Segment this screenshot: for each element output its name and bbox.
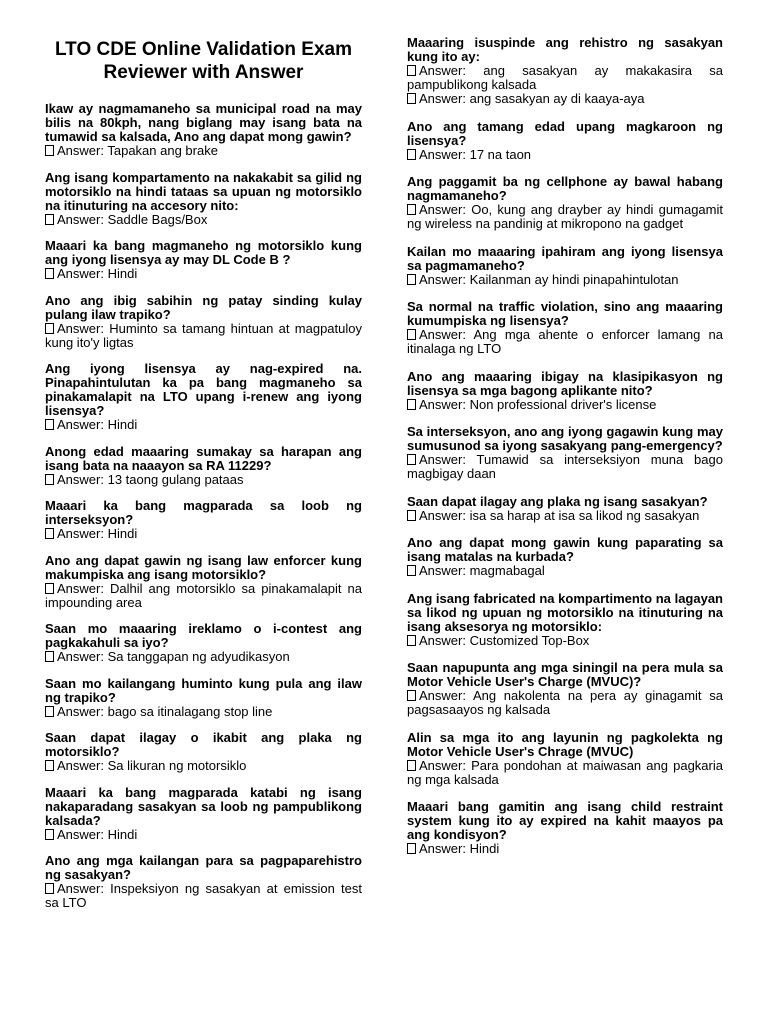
answer-text: Oo, kung ang drayber ay hindi gumagamit ng wireless na pandinig at mikropono na gadget	[407, 202, 723, 231]
qa-item	[407, 425, 723, 481]
qa-item	[45, 239, 362, 281]
question-text: Sa normal na traffic violation, sino ang maaaring kumumpiska ng lisensya?	[407, 299, 723, 328]
answer-prefix: Answer:	[57, 471, 104, 487]
qa-item	[407, 536, 723, 578]
checkbox-glyph-icon	[407, 760, 416, 771]
checkbox-glyph-icon	[45, 829, 54, 840]
answer-line	[407, 328, 723, 356]
answer-text: Sa tanggapan ng adyudikasyon	[107, 649, 290, 664]
qa-item	[407, 120, 723, 162]
answer-text: Hindi	[469, 841, 500, 856]
checkbox-glyph-icon	[407, 635, 416, 646]
question-text: Ano ang maaaring ibigay na klasipikasyon ng lisensya sa mga bagong aplikante nito?	[407, 368, 723, 398]
answer-line	[45, 759, 362, 773]
checkbox-glyph-icon	[407, 204, 416, 215]
checkbox-glyph-icon	[407, 93, 416, 104]
answer-prefix: Answer:	[57, 881, 104, 896]
qa-item	[45, 445, 362, 487]
answer-line	[407, 634, 723, 648]
answer-text: Huminto sa tamang hintuan at magpatuloy kung ito'y ligtas	[45, 320, 362, 350]
qa-item	[407, 175, 723, 231]
checkbox-glyph-icon	[45, 474, 54, 485]
answer-line	[45, 527, 362, 541]
answer-text: Ang mga ahente o enforcer lamang na itinalaga ng LTO	[407, 327, 723, 356]
answer-text: Dalhil ang motorsiklo sa pinakamalapit na impounding area	[45, 580, 362, 610]
question-text: Ang iyong lisensya ay nag-expired na. Pinapahintulutan ka pa bang magmaneho sa pinakamalapit na LTO upang i-renew ang iyong lisensya?	[45, 361, 362, 418]
qa-item	[45, 786, 362, 842]
page-title: LTO CDE Online Validation Exam Reviewer with Answer	[54, 39, 353, 83]
qa-item	[407, 370, 723, 412]
answer-line	[407, 203, 723, 231]
answer-text: Inspeksiyon ng sasakyan at emission test sa LTO	[45, 881, 362, 910]
answer-line	[45, 418, 362, 432]
answer-prefix: Answer:	[419, 396, 466, 412]
qa-item	[45, 362, 362, 432]
question-text: Kailan mo maaaring ipahiram ang iyong lisensya sa pagmamaneho?	[407, 243, 723, 273]
answer-prefix: Answer:	[419, 63, 466, 78]
answer-prefix: Answer:	[419, 327, 466, 342]
answer-line	[407, 453, 723, 481]
answer-prefix: Answer:	[57, 266, 104, 281]
checkbox-glyph-icon	[407, 843, 416, 854]
answer-line	[407, 148, 723, 162]
qa-item	[45, 499, 362, 541]
answer-prefix: Answer:	[419, 452, 466, 467]
answer-line	[45, 828, 362, 842]
qa-item	[45, 171, 362, 227]
question-text: Saan napupunta ang mga siningil na pera mula sa Motor Vehicle User's Charge (MVUC)?	[407, 660, 723, 689]
question-text: Anong edad maaaring sumakay sa harapan ang isang bata na naaayon sa RA 11229?	[45, 443, 362, 473]
answer-text: ang sasakyan ay makakasira sa pampublikong kalsada	[407, 63, 723, 92]
question-text: Ang isang fabricated na kompartimento na lagayan sa likod ng upuan ng motorsiklo na itinuturing na isang aksesorya ng motorsiklo:	[407, 590, 723, 634]
question-text: Maaari ka bang magparada katabi ng isang nakaparadang sasakyan sa loob ng pampublikong kalsada?	[45, 784, 362, 828]
checkbox-glyph-icon	[407, 690, 416, 701]
qa-item	[45, 854, 362, 910]
question-text: Ano ang tamang edad upang magkaroon ng lisensya?	[407, 118, 723, 148]
qa-item	[407, 592, 723, 648]
answer-text: magmabagal	[469, 563, 545, 578]
checkbox-glyph-icon	[407, 399, 416, 410]
checkbox-glyph-icon	[45, 883, 54, 894]
answer-text: Para pondohan at maiwasan ang pagkaria ng mga kalsada	[407, 757, 723, 787]
answer-text: 17 na taon	[469, 146, 532, 162]
answer-line	[407, 92, 723, 106]
checkbox-glyph-icon	[407, 510, 416, 521]
answer-text: Saddle Bags/Box	[107, 211, 208, 227]
qa-item	[45, 102, 362, 158]
answer-prefix: Answer:	[419, 202, 466, 217]
question-text: Saan dapat ilagay ang plaka ng isang sasakyan?	[407, 493, 708, 509]
answer-text: Tumawid sa interseksiyon muna bago magbigay daan	[407, 452, 723, 481]
answer-prefix: Answer:	[419, 91, 466, 106]
checkbox-glyph-icon	[45, 419, 54, 430]
answer-prefix: Answer:	[419, 563, 466, 578]
answer-line	[407, 509, 723, 523]
checkbox-glyph-icon	[45, 706, 54, 717]
answer-line	[45, 650, 362, 664]
question-text: Ano ang dapat gawin ng isang law enforcer kung makumpiska ang isang motorsiklo?	[45, 552, 362, 582]
answer-prefix: Answer:	[419, 146, 466, 162]
answer-line	[45, 705, 362, 719]
checkbox-glyph-icon	[407, 149, 416, 160]
answer-prefix: Answer:	[57, 826, 104, 842]
answer-text: Hindi	[107, 526, 138, 541]
checkbox-glyph-icon	[407, 329, 416, 340]
question-text: Maaari bang gamitin ang isang child restraint system kung ito ay expired na kahit maayos pa ang kondisyon?	[407, 799, 723, 842]
answer-line	[407, 842, 723, 856]
answer-text: Sa likuran ng motorsiklo	[107, 758, 247, 773]
question-text: Ano ang mga kailangan para sa pagpaparehistro ng sasakyan?	[45, 853, 362, 882]
qa-list-left	[45, 102, 362, 910]
qa-item	[407, 800, 723, 856]
answer-prefix: Answer:	[57, 703, 104, 719]
qa-item	[407, 36, 723, 106]
question-text: Saan mo maaaring ireklamo o i-contest ang pagkakahuli sa iyo?	[45, 621, 362, 650]
answer-prefix: Answer:	[57, 417, 104, 432]
answer-prefix: Answer:	[57, 758, 104, 773]
checkbox-glyph-icon	[45, 583, 54, 594]
qa-list-right	[407, 36, 723, 856]
answer-line	[45, 144, 362, 158]
question-text: Sa interseksyon, ano ang iyong gagawin kung may sumusunod sa iyong sasakyang pang-emergency?	[407, 424, 723, 453]
answer-text: Kailanman ay hindi pinapahintulotan	[469, 271, 679, 287]
question-text: Maaaring isuspinde ang rehistro ng sasakyan kung ito ay:	[407, 35, 723, 64]
answer-text: Non professional driver's license	[469, 396, 657, 412]
answer-prefix: Answer:	[57, 211, 104, 227]
question-text: Saan mo kailangang huminto kung pula ang ilaw ng trapiko?	[45, 675, 362, 705]
qa-item	[407, 661, 723, 717]
right-column	[407, 36, 723, 870]
answer-prefix: Answer:	[419, 688, 466, 703]
answer-prefix: Answer:	[419, 841, 466, 856]
answer-prefix: Answer:	[57, 320, 104, 336]
qa-item	[45, 677, 362, 719]
answer-line	[45, 267, 362, 281]
question-text: Ano ang dapat mong gawin kung paparating sa isang matalas na kurbada?	[407, 535, 723, 564]
checkbox-glyph-icon	[45, 268, 54, 279]
qa-item	[407, 495, 723, 523]
answer-text: Hindi	[107, 826, 138, 842]
qa-item	[407, 245, 723, 287]
question-text: Maaari ka bang magmaneho ng motorsiklo kung ang iyong lisensya ay may DL Code B ?	[45, 238, 362, 267]
answer-prefix: Answer:	[57, 649, 104, 664]
answer-text: Ang nakolenta na pera ay ginagamit sa pagsasaayos ng kalsada	[407, 688, 723, 717]
answer-text: isa sa harap at isa sa likod ng sasakyan	[469, 507, 700, 523]
answer-line	[45, 473, 362, 487]
checkbox-glyph-icon	[407, 274, 416, 285]
question-text: Saan dapat ilagay o ikabit ang plaka ng motorsiklo?	[45, 730, 362, 759]
checkbox-glyph-icon	[45, 145, 54, 156]
qa-item	[407, 731, 723, 787]
answer-prefix: Answer:	[419, 271, 466, 287]
qa-item	[45, 731, 362, 773]
answer-line	[407, 398, 723, 412]
checkbox-glyph-icon	[45, 651, 54, 662]
checkbox-glyph-icon	[45, 214, 54, 225]
checkbox-glyph-icon	[407, 454, 416, 465]
question-text: Ang isang kompartamento na nakakabit sa gilid ng motorsiklo na hindi tataas sa upuan ng motorsiklo na itinuturing na accesory nito:	[45, 169, 362, 213]
answer-prefix: Answer:	[419, 757, 466, 773]
question-text: Ano ang ibig sabihin ng patay sinding kulay pulang ilaw trapiko?	[45, 292, 362, 322]
checkbox-glyph-icon	[45, 760, 54, 771]
answer-text: bago sa itinalagang stop line	[107, 703, 273, 719]
question-text: Ang paggamit ba ng cellphone ay bawal habang nagmamaneho?	[407, 174, 723, 203]
checkbox-glyph-icon	[407, 65, 416, 76]
answer-line	[407, 64, 723, 92]
qa-item	[407, 300, 723, 356]
answer-line	[407, 564, 723, 578]
answer-text: 13 taong gulang pataas	[107, 471, 244, 487]
qa-item	[45, 554, 362, 610]
answer-line	[45, 322, 362, 350]
answer-prefix: Answer:	[57, 580, 104, 596]
answer-text: Hindi	[107, 417, 138, 432]
answer-line	[407, 273, 723, 287]
answer-text: Tapakan ang brake	[107, 143, 218, 158]
answer-prefix: Answer:	[419, 507, 466, 523]
question-text: Maaari ka bang magparada sa loob ng interseksyon?	[45, 498, 362, 527]
answer-line	[45, 882, 362, 910]
answer-prefix: Answer:	[57, 526, 104, 541]
answer-prefix: Answer:	[419, 632, 466, 648]
left-column	[45, 36, 362, 923]
answer-line	[45, 582, 362, 610]
question-text: Ikaw ay nagmamaneho sa municipal road na may bilis na 80kph, nang biglang may isang bata na tumawid sa kalsada, Ano ang dapat mong gawin?	[45, 101, 362, 144]
checkbox-glyph-icon	[45, 323, 54, 334]
answer-text: Hindi	[107, 266, 138, 281]
checkbox-glyph-icon	[45, 528, 54, 539]
answer-line	[407, 759, 723, 787]
answer-text: Customized Top-Box	[469, 632, 590, 648]
answer-text: ang sasakyan ay di kaaya-aya	[469, 91, 645, 106]
qa-item	[45, 622, 362, 664]
answer-line	[407, 689, 723, 717]
checkbox-glyph-icon	[407, 565, 416, 576]
qa-item	[45, 294, 362, 350]
answer-prefix: Answer:	[57, 143, 104, 158]
question-text: Alin sa mga ito ang layunin ng pagkolekta ng Motor Vehicle User's Chrage (MVUC)	[407, 729, 723, 759]
answer-line	[45, 213, 362, 227]
